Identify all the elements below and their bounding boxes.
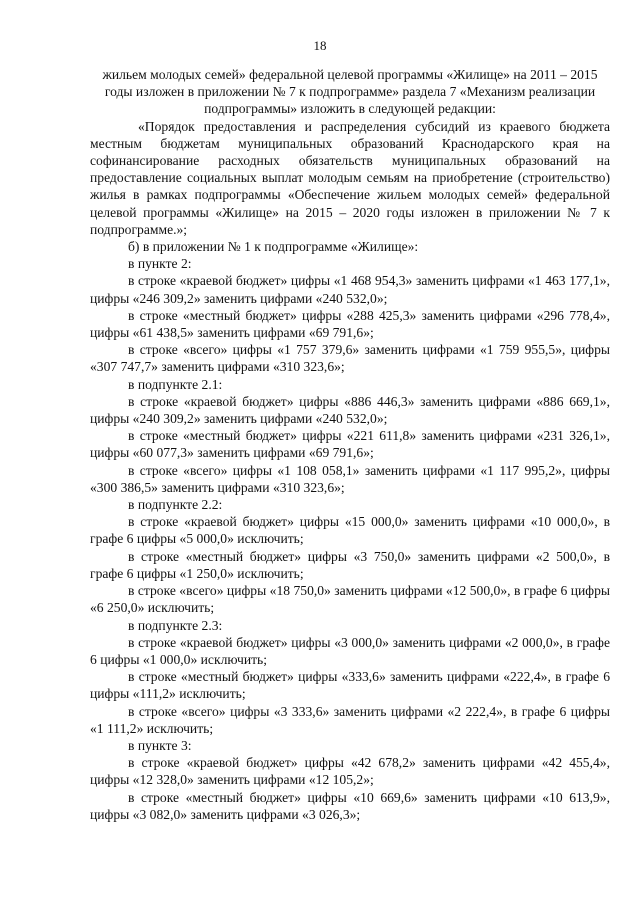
paragraph-10: в строке «местный бюджет» цифры «221 611,8» заменить цифрами «231 326,1», цифры «60 077,3» заменить цифрами «69 791,6»;	[90, 428, 610, 461]
paragraph-19: в строке «всего» цифры «3 333,6» заменить цифрами «2 222,4», в графе 6 цифры «1 111,2» исключить;	[90, 703, 610, 736]
paragraph-12: в подпункте 2.2:	[128, 497, 223, 513]
paragraph-1: жильем молодых семей» федеральной целевой программы «Жилище» на 2011 – 2015 годы изложен в приложении № 7 к подпрограмме» раздела 7 «Механизм реализации подпрограммы» изложить в следующей редакции:	[102, 67, 598, 117]
paragraph-7: в строке «всего» цифры «1 757 379,6» заменить цифрами «1 759 955,5», цифры «307 747,7» заменить цифрами «310 323,6»;	[90, 342, 610, 375]
paragraph-4: в пункте 2:	[128, 256, 192, 272]
paragraph-20: в пункте 3:	[128, 737, 192, 753]
paragraph-5: в строке «краевой бюджет» цифры «1 468 954,3» заменить цифрами «1 463 177,1», цифры «246 309,2» заменить цифрами «240 532,0»;	[90, 273, 610, 306]
paragraph-21: в строке «краевой бюджет» цифры «42 678,2» заменить цифрами «42 455,4», цифры «12 328,0» заменить цифрами «12 105,2»;	[90, 755, 610, 788]
page-number: 18	[313, 38, 327, 53]
document-body	[90, 66, 610, 823]
paragraph-3: б) в приложении № 1 к подпрограмме «Жилище»:	[128, 239, 419, 255]
paragraph-8: в подпункте 2.1:	[128, 376, 223, 392]
paragraph-2: «Порядок предоставления и распределения субсидий из краевого бюджета местным бюджетам муниципальных образований Краснодарского края на софинансирование расходных обязательств муниципальных образований на предоставление социальных выплат молодым семьям на приобретение (строительство) жилья в рамках подпрограммы «Обеспечение жильем молодых семей» федеральной целевой программы «Жилище» на 2015 – 2020 годы изложен в приложении № 7 к подпрограмме.»;	[90, 118, 610, 237]
paragraph-18: в строке «местный бюджет» цифры «333,6» заменить цифрами «222,4», в графе 6 цифры «111,2» исключить;	[90, 669, 610, 702]
paragraph-16: в подпункте 2.3:	[128, 617, 223, 633]
paragraph-22: в строке «местный бюджет» цифры «10 669,6» заменить цифрами «10 613,9», цифры «3 082,0» заменить цифрами «3 026,3»;	[90, 789, 610, 822]
paragraph-13: в строке «краевой бюджет» цифры «15 000,0» заменить цифрами «10 000,0», в графе 6 цифры «5 000,0» исключить;	[90, 514, 610, 547]
paragraph-15: в строке «всего» цифры «18 750,0» заменить цифрами «12 500,0», в графе 6 цифры «6 250,0» исключить;	[90, 583, 610, 616]
paragraph-6: в строке «местный бюджет» цифры «288 425,3» заменить цифрами «296 778,4», цифры «61 438,5» заменить цифрами «69 791,6»;	[90, 307, 610, 341]
paragraph-17: в строке «краевой бюджет» цифры «3 000,0» заменить цифрами «2 000,0», в графе 6 цифры «1 000,0» исключить;	[90, 634, 610, 667]
paragraph-11: в строке «всего» цифры «1 108 058,1» заменить цифрами «1 117 995,2», цифры «300 386,5» заменить цифрами «310 323,6»;	[90, 462, 610, 495]
paragraph-14: в строке «местный бюджет» цифры «3 750,0» заменить цифрами «2 500,0», в графе 6 цифры «1 250,0» исключить;	[90, 548, 610, 581]
paragraph-9: в строке «краевой бюджет» цифры «886 446,3» заменить цифрами «886 669,1», цифры «240 309,2» заменить цифрами «240 532,0»;	[90, 393, 610, 427]
